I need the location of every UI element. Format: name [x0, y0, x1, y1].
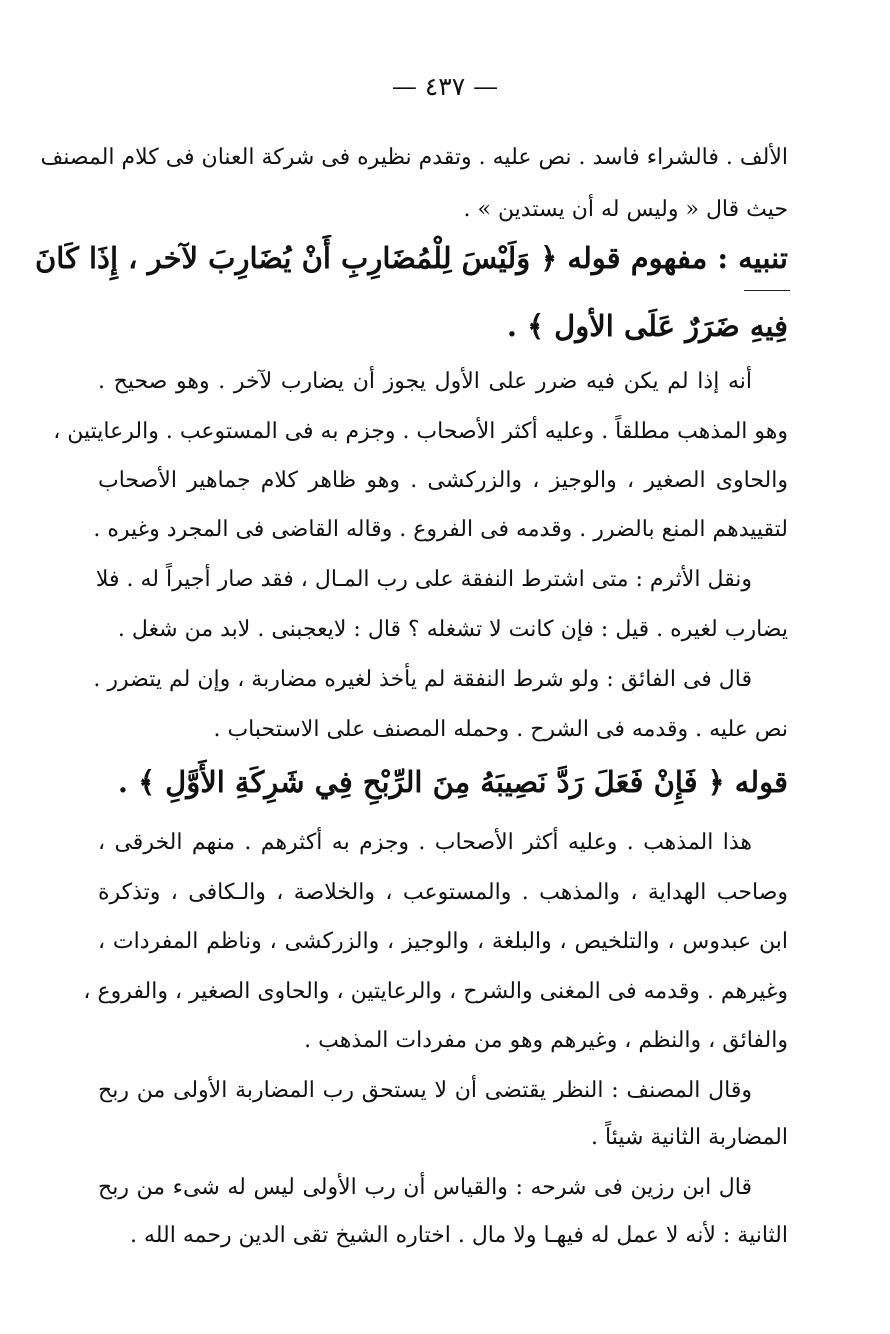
text-line: الألف . فالشراء فاسد . نص عليه . وتقدم نظيره فى شركة العنان فى كلام المصنف	[40, 145, 788, 170]
text-line: وهو المذهب مطلقاً . وعليه أكثر الأصحاب . وجزم به فى المستوعب . والرعايتين ،	[53, 419, 788, 444]
text-line: حيث قال « وليس له أن يستدين » .	[463, 197, 788, 222]
text-line: يضارب لغيره . قيل : فإن كانت لا تشغله ؟ قال : لايعجبنى . لابد من شغل .	[117, 617, 788, 642]
text-line: قال فى الفائق : ولو شرط النفقة لم يأخذ لغيره مضاربة ، وإن لم يتضرر .	[93, 667, 752, 692]
page-number: — ٤٣٧ —	[391, 72, 499, 101]
quote-heading: قوله ﴿ فَإِنْ فَعَلَ رَدَّ نَصِيبَهُ مِنَ الرِّبْحِ فِي شَرِكَةِ الأَوَّلِ ﴾ .	[117, 765, 788, 799]
text-line: ونقل الأثرم : متى اشترط النفقة على رب المـال ، فقد صار أجيراً له . فلا	[95, 567, 752, 592]
text-line: لتقييدهم المنع بالضرر . وقدمه فى الفروع . وقاله القاضى فى المجرد وغيره .	[93, 517, 788, 542]
text-line: قال ابن رزين فى شرحه : والقياس أن رب الأولى ليس له شىء من ربح	[98, 1175, 752, 1200]
text-line: المضاربة الثانية شيئاً .	[591, 1125, 788, 1150]
underline-mark	[744, 290, 790, 291]
text-line: نص عليه . وقدمه فى الشرح . وحمله المصنف على الاستحباب .	[213, 717, 788, 742]
text-line: وقال المصنف : النظر يقتضى أن لا يستحق رب المضاربة الأولى من ربح	[98, 1078, 752, 1103]
text-line: وصاحب الهداية ، والمذهب . والمستوعب ، والخلاصة ، والـكافى ، وتذكرة	[98, 880, 788, 905]
note-heading-continuation: فِيهِ ضَرَرٌ عَلَى الأول ﴾ .	[506, 309, 788, 343]
text-line: أنه إذا لم يكن فيه ضرر على الأول يجوز أن يضارب لآخر . وهو صحيح .	[98, 369, 752, 394]
note-heading: تنبيه : مفهوم قوله ﴿ وَلَيْسَ لِلْمُضَارِبِ أَنْ يُضَارِبَ لآخر ، إِذَا كَانَ	[34, 241, 788, 275]
text-line: والحاوى الصغير ، والوجيز ، والزركشى . وهو ظاهر كلام جماهير الأصحاب	[98, 468, 788, 493]
text-line: والفائق ، والنظم ، وغيرهم وهو من مفردات المذهب .	[304, 1028, 788, 1053]
text-line: وغيرهم . وقدمه فى المغنى والشرح ، والرعايتين ، والحاوى الصغير ، والفروع ،	[83, 979, 788, 1004]
text-line: هذا المذهب . وعليه أكثر الأصحاب . وجزم به أكثرهم . منهم الخرقى ،	[98, 830, 752, 855]
text-line: ابن عبدوس ، والتلخيص ، والبلغة ، والوجيز ، والزركشى ، وناظم المفردات ،	[98, 929, 788, 954]
text-line: الثانية : لأنه لا عمل له فيهـا ولا مال . اختاره الشيخ تقى الدين رحمه الله .	[129, 1223, 788, 1248]
